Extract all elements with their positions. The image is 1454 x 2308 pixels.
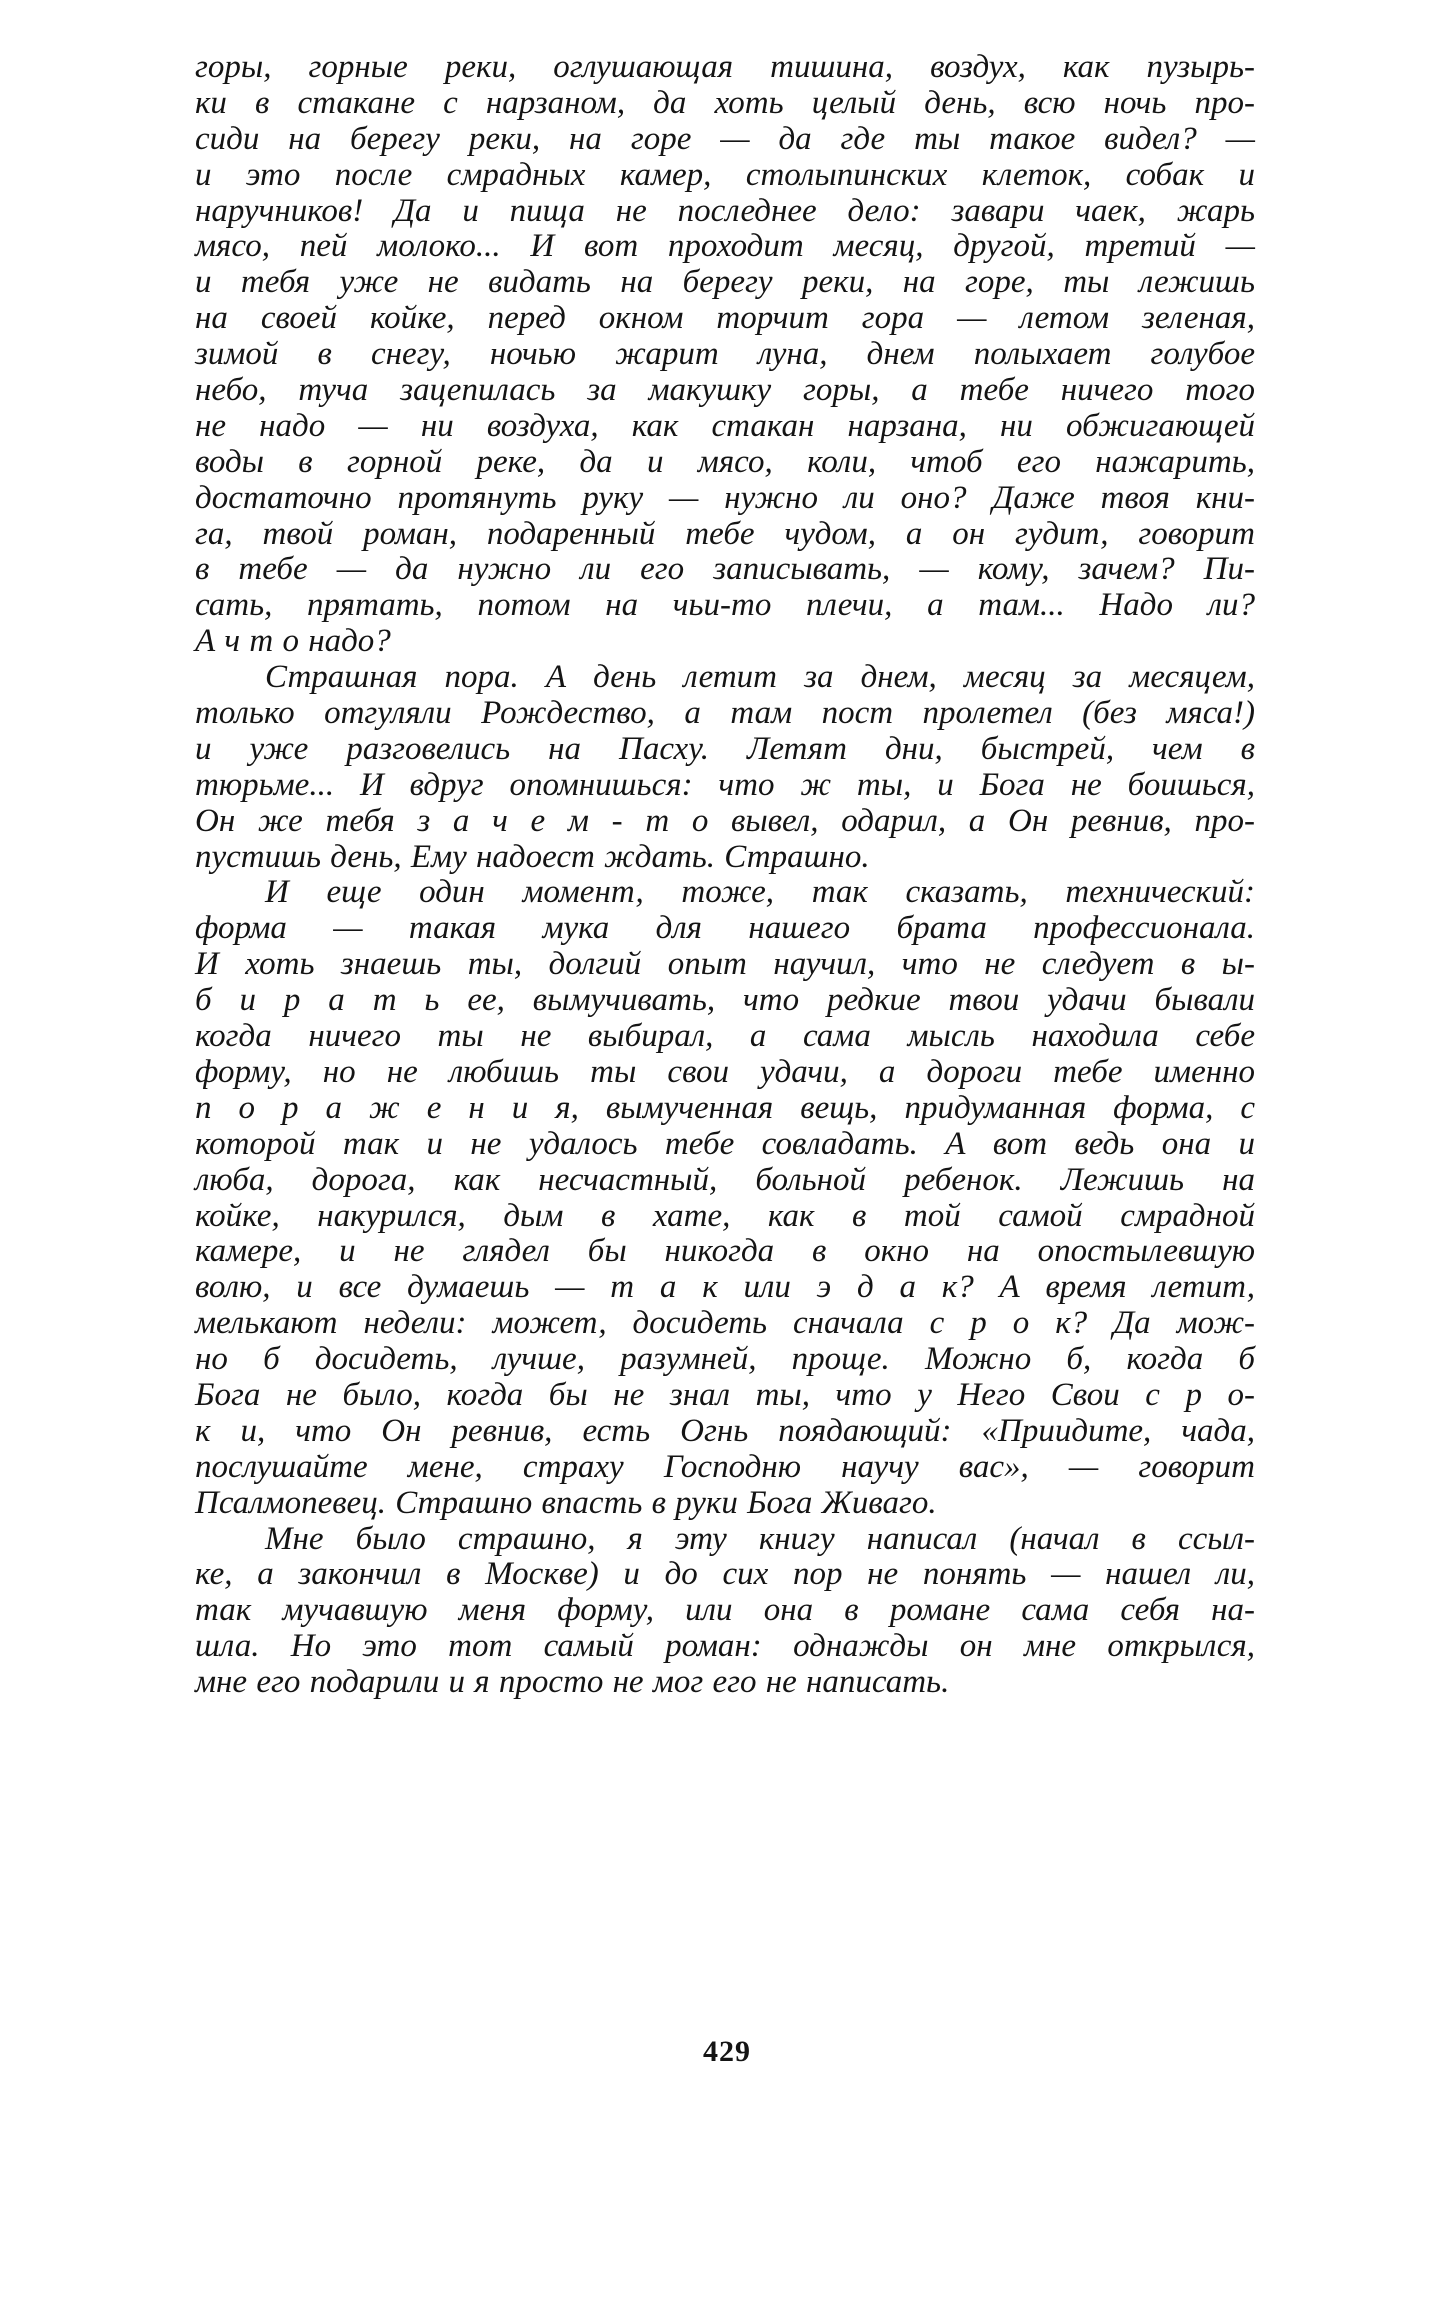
text-line: И хоть знаешь ты, долгий опыт научил, что не следует в ы- xyxy=(195,946,1255,983)
paragraph xyxy=(195,50,1255,660)
text-line: Псалмопевец. Страшно впасть в руки Бога Живаго. xyxy=(195,1484,937,1521)
text-line: сиди на берегу реки, на горе — да где ты такое видел? — xyxy=(195,120,1255,157)
text-line: шла. Но это тот самый роман: однажды он мне открылся, xyxy=(195,1628,1255,1665)
text-line: пустишь день, Ему надоест ждать. Страшно. xyxy=(195,838,870,875)
text-line: мясо, пей молоко... И вот проходит месяц, другой, третий — xyxy=(195,228,1255,265)
text-line: Бога не было, когда бы не знал ты, что у Него Свои с р о- xyxy=(195,1376,1255,1413)
text-line: га, твой роман, подаренный тебе чудом, а он гудит, говорит xyxy=(195,515,1255,552)
text-line: койке, накурился, дым в хате, как в той самой смрадной xyxy=(195,1197,1255,1234)
text-line: ке, а закончил в Москве) и до сих пор не понять — нашел ли, xyxy=(195,1556,1255,1593)
page-number: 429 xyxy=(703,2035,751,2068)
text-line: волю, и все думаешь — т а к или э д а к? А время летит, xyxy=(195,1269,1255,1306)
text-line: п о р а ж е н и я, вымученная вещь, придуманная форма, с xyxy=(195,1089,1255,1126)
text-line: Мне было страшно, я эту книгу написал (начал в ссыл- xyxy=(265,1520,1255,1557)
text-line: не надо — ни воздуха, как стакан нарзана, ни обжигающей xyxy=(195,407,1255,444)
text-line: мелькают недели: может, досидеть сначала с р о к? Да мож- xyxy=(195,1305,1255,1342)
text-line: небо, туча зацепилась за макушку горы, а тебе ничего того xyxy=(195,372,1255,409)
body-text xyxy=(195,50,1255,1701)
paragraph xyxy=(195,1522,1255,1701)
text-line: А ч т о надо? xyxy=(195,623,391,660)
paragraph xyxy=(195,660,1255,875)
text-line: на своей койке, перед окном торчит гора — летом зеленая, xyxy=(195,300,1255,337)
text-line: мне его подарили и я просто не мог его не написать. xyxy=(195,1664,950,1701)
text-line: которой так и не удалось тебе совладать. А вот ведь она и xyxy=(195,1125,1255,1162)
text-line: б и р а т ь ее, вымучивать, что редкие твои удачи бывали xyxy=(195,982,1255,1019)
text-line: и это после смрадных камер, столыпинских клеток, собак и xyxy=(195,156,1255,193)
text-line: форма — такая мука для нашего брата профессионала. xyxy=(195,910,1255,947)
text-line: только отгуляли Рождество, а там пост пролетел (без мяса!) xyxy=(195,695,1255,732)
text-line: Страшная пора. А день летит за днем, месяц за месяцем, xyxy=(265,659,1255,696)
text-line: И еще один момент, тоже, так сказать, технический: xyxy=(265,874,1255,911)
text-line: сать, прятать, потом на чьи-то плечи, а там... Надо ли? xyxy=(195,587,1255,624)
paragraph xyxy=(195,875,1255,1521)
text-line: ки в стакане с нарзаном, да хоть целый день, всю ночь про- xyxy=(195,84,1255,121)
text-line: люба, дорога, как несчастный, больной ребенок. Лежишь на xyxy=(195,1161,1255,1198)
text-line: но б досидеть, лучше, разумней, проще. Можно б, когда б xyxy=(195,1341,1255,1378)
text-line: так мучавшую меня форму, или она в романе сама себя на- xyxy=(195,1592,1255,1629)
text-line: форму, но не любишь ты свои удачи, а дороги тебе именно xyxy=(195,1053,1255,1090)
text-line: достаточно протянуть руку — нужно ли оно? Даже твоя кни- xyxy=(195,479,1255,516)
text-line: тюрьме... И вдруг опомнишься: что ж ты, и Бога не боишься, xyxy=(195,766,1255,803)
text-line: воды в горной реке, да и мясо, коли, чтоб его нажарить, xyxy=(195,443,1255,480)
text-line: наручников! Да и пища не последнее дело: завари чаек, жарь xyxy=(195,192,1255,229)
text-line: Он же тебя з а ч е м - т о вывел, одарил, а Он ревнив, про- xyxy=(195,802,1255,839)
text-line: и тебя уже не видать на берегу реки, на горе, ты лежишь xyxy=(195,264,1255,301)
text-line: зимой в снегу, ночью жарит луна, днем полыхает голубое xyxy=(195,336,1255,373)
text-line: к и, что Он ревнив, есть Огнь поядающий: «Приидите, чада, xyxy=(195,1412,1255,1449)
text-line: горы, горные реки, оглушающая тишина, воздух, как пузырь- xyxy=(195,49,1255,85)
text-line: когда ничего ты не выбирал, а сама мысль находила себе xyxy=(195,1018,1255,1055)
text-line: камере, и не глядел бы никогда в окно на опостылевшую xyxy=(195,1233,1255,1270)
text-line: в тебе — да нужно ли его записывать, — кому, зачем? Пи- xyxy=(195,551,1255,588)
text-line: послушайте мене, страху Господню научу вас», — говорит xyxy=(195,1448,1255,1485)
text-line: и уже разговелись на Пасху. Летят дни, быстрей, чем в xyxy=(195,730,1255,767)
